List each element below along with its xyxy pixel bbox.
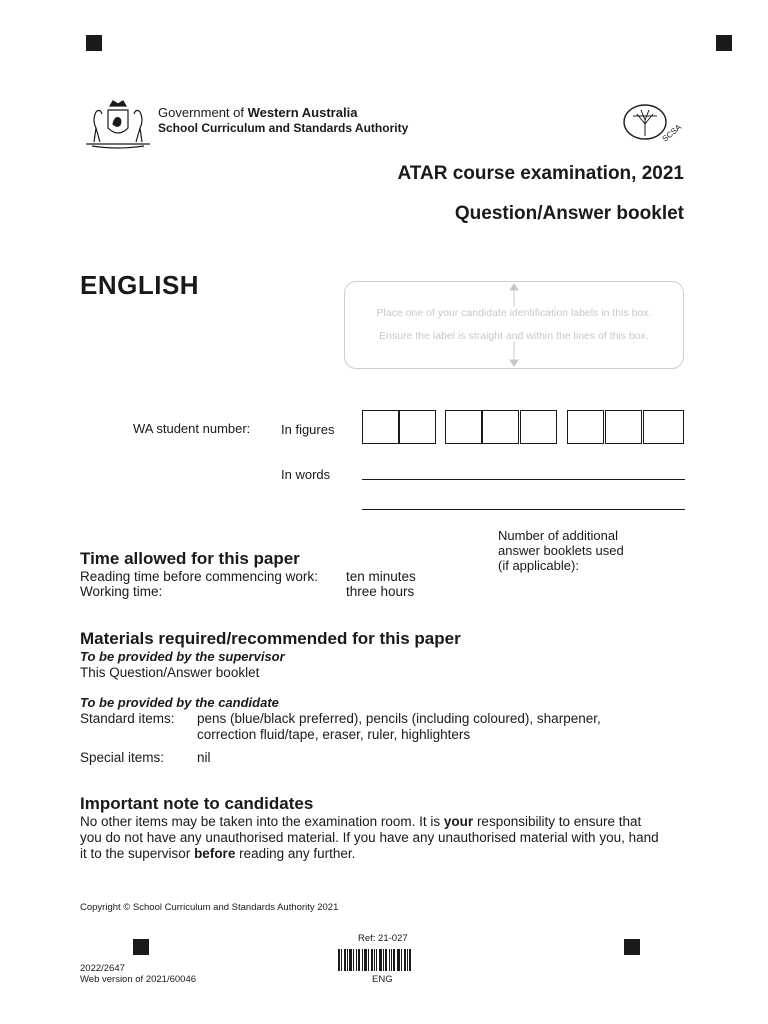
- copyright: Copyright © School Curriculum and Standards Authority 2021: [80, 902, 339, 913]
- scsa-seal-logo: [621, 102, 683, 146]
- reference-number: Ref: 21-027: [358, 933, 408, 944]
- special-items-value: nil: [197, 750, 211, 765]
- standard-items-line-1: pens (blue/black preferred), pencils (including coloured), sharpener,: [197, 711, 601, 726]
- label-box-instruction-1: Place one of your candidate identification labels in this box.: [376, 307, 652, 319]
- digit-box[interactable]: [399, 410, 436, 444]
- barcode-image: [338, 949, 432, 971]
- reading-time-label: Reading time before commencing work:: [80, 569, 318, 584]
- standard-items-line-2: correction fluid/tape, eraser, ruler, highlighters: [197, 727, 471, 742]
- in-words-line-1[interactable]: [362, 479, 685, 480]
- student-number-label: WA student number:: [133, 421, 251, 436]
- registration-mark-top-left: [86, 35, 102, 51]
- label-box-instruction-2: Ensure the label is straight and within the lines of this box.: [379, 330, 649, 342]
- supervisor-item: This Question/Answer booklet: [80, 665, 260, 680]
- working-time-value: three hours: [346, 584, 415, 599]
- subject-title: ENGLISH: [80, 270, 200, 300]
- barcode-label: ENG: [372, 974, 393, 985]
- booklet-title: Question/Answer booklet: [454, 203, 684, 224]
- time-allowed-heading: Time allowed for this paper: [80, 549, 300, 568]
- materials-heading: Materials required/recommended for this paper: [80, 629, 461, 648]
- supervisor-heading: To be provided by the supervisor: [80, 649, 285, 664]
- working-time-label: Working time:: [80, 584, 163, 599]
- reading-time-value: ten minutes: [346, 569, 416, 584]
- authority-name: School Curriculum and Standards Authority: [158, 121, 409, 135]
- coat-of-arms-logo: [82, 98, 154, 150]
- digit-box[interactable]: [520, 410, 557, 444]
- special-items-label: Special items:: [80, 750, 165, 765]
- standard-items-label: Standard items:: [80, 711, 175, 726]
- note-line-1: No other items may be taken into the examination room. It is your responsibility to ensure that: [80, 814, 642, 829]
- web-version-code: Web version of 2021/60046: [80, 974, 197, 985]
- note-line-2: you do not have any unauthorised material. If you have any unauthorised material with you, hand: [80, 830, 659, 845]
- government-name: Government of Western Australia: [158, 105, 358, 120]
- in-words-label: In words: [281, 467, 331, 482]
- digit-box[interactable]: [643, 410, 684, 444]
- digit-box[interactable]: [482, 410, 519, 444]
- registration-mark-bottom-right: [624, 939, 640, 955]
- registration-mark-top-right: [716, 35, 732, 51]
- exam-title: ATAR course examination, 2021: [397, 163, 684, 184]
- digit-box[interactable]: [445, 410, 482, 444]
- student-number-boxes[interactable]: [362, 410, 684, 444]
- registration-mark-bottom-left: [133, 939, 149, 955]
- digit-box[interactable]: [605, 410, 642, 444]
- in-figures-label: In figures: [281, 422, 335, 437]
- important-note-heading: Important note to candidates: [80, 794, 314, 813]
- note-line-3: it to the supervisor before reading any further.: [80, 846, 356, 861]
- digit-box[interactable]: [362, 410, 399, 444]
- document-code: 2022/2647: [80, 963, 125, 974]
- label-box-arrows-icon: [508, 283, 520, 367]
- additional-booklets-label: Number of additional answer booklets used (if applicable):: [498, 528, 624, 573]
- digit-box[interactable]: [567, 410, 604, 444]
- svg-text:SCSA: SCSA: [660, 122, 683, 144]
- in-words-line-2[interactable]: [362, 509, 685, 510]
- candidate-heading: To be provided by the candidate: [80, 695, 279, 710]
